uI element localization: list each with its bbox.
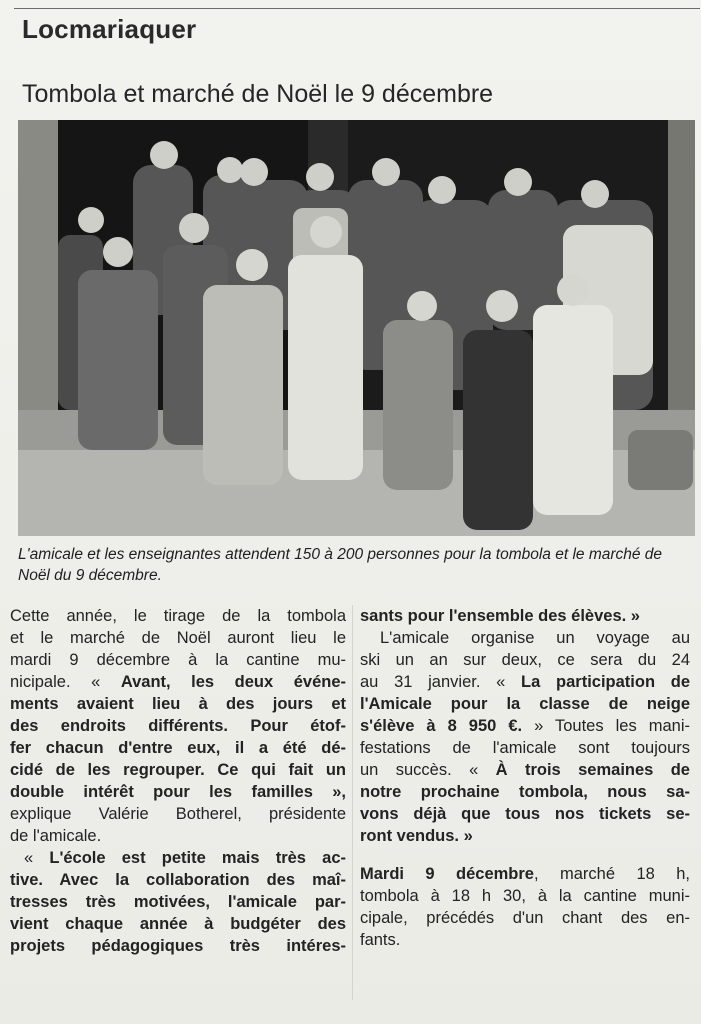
quote-line: ments avaient lieu à des jours et [10,695,346,713]
quote-line: cidé de les regrouper. Ce qui fait un [10,761,346,779]
quote-line: vons déjà que tous nos tickets se- [360,805,690,823]
paragraph-gap [360,847,690,863]
quote-line: ront vendus. » [360,827,473,845]
column-divider [352,605,353,1000]
text-line: tombola à 18 h 30, à la cantine muni- [360,887,690,905]
top-rule [14,8,700,9]
text-run: « [24,849,50,867]
quote-line: double intérêt pour les familles », [10,783,346,801]
text-line: fants. [360,931,401,949]
group-photo [18,120,695,536]
text-run: nicipale. « [10,673,121,691]
quote-line: des endroits différents. Pour étof- [10,717,346,735]
text-line [360,715,690,737]
quote-run: s'élève à 8 950 €. [360,717,523,735]
text-line [360,671,690,693]
text-line: de l'amicale. [10,827,102,845]
text-line: explique Valérie Botherel, présidente [10,805,346,823]
quote-line: projets pédagogiques très intéres- [10,937,346,955]
text-line: Cette année, le tirage de la tombola [10,607,346,625]
quote-line: tive. Avec la collaboration des maî- [10,871,346,889]
article-headline: Tombola et marché de Noël le 9 décembre [22,80,494,108]
text-line [10,847,346,869]
photo-caption: L'amicale et les enseignantes attendent 150 à 200 personnes pour la tombola et le marché de Noël du 9 décembre. [18,546,663,584]
section-location-title: Locmariaquer [22,14,197,44]
quote-line: sants pour l'ensemble des élèves. » [360,607,640,625]
quote-line: notre prochaine tombola, nous sa- [360,783,690,801]
text-line [360,863,690,885]
quote-line: tresses très motivées, l'amicale par- [10,893,346,911]
text-line: et le marché de Noël auront lieu le [10,629,346,647]
quote-run: Avant, les deux événe- [120,673,346,691]
article-body-left-column [10,605,346,957]
group-photo-illustration [18,120,695,536]
quote-run: L'école est petite mais très ac- [49,849,346,867]
quote-line: vient chaque année à budgéter des [10,915,346,933]
quote-line: fer chacun d'entre eux, il a été dé- [10,739,346,757]
text-line: cipale, précédés d'un chant des en- [360,909,690,927]
quote-run: La participation de [521,673,691,691]
text-run: , marché 18 h, [534,865,690,883]
text-run: » Toutes les mani- [522,717,690,735]
text-run: un succès. « [360,761,496,779]
text-line: festations de l'amicale sont toujours [360,739,690,757]
text-line [10,671,346,693]
quote-line: l'Amicale pour la classe de neige [360,695,690,713]
event-date: Mardi 9 décembre [360,865,534,883]
article-body-right-column [360,605,690,951]
text-line: L'amicale organise un voyage au [380,629,690,647]
quote-run: À trois semaines de [495,761,690,779]
text-line: mardi 9 décembre à la cantine mu- [10,651,346,669]
text-run: au 31 janvier. « [360,673,522,691]
text-line [360,759,690,781]
text-line: ski un an sur deux, ce sera du 24 [360,651,690,669]
